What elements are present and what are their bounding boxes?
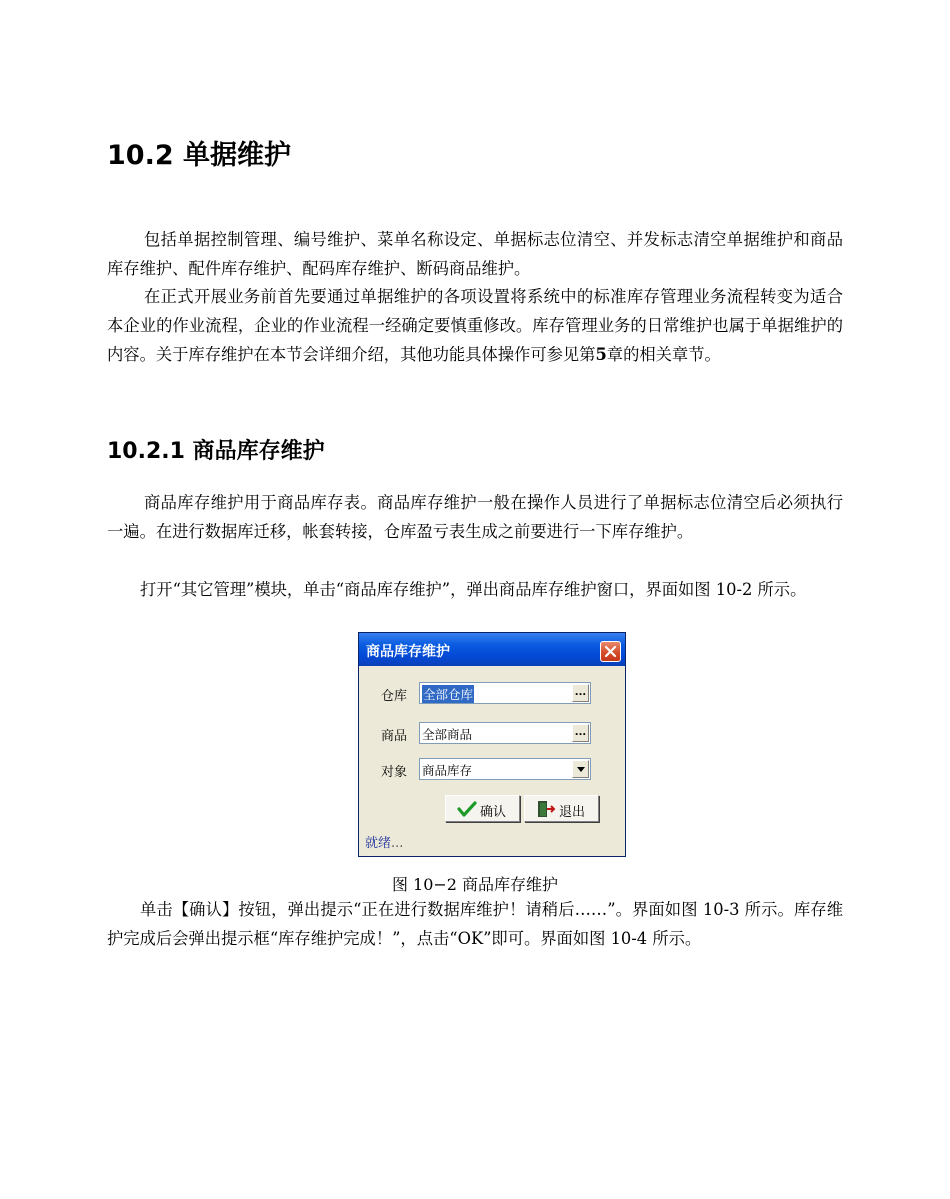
inventory-maintenance-dialog — [358, 632, 626, 857]
warehouse-value: 全部仓库 — [423, 687, 474, 702]
status-text: 就绪 — [365, 836, 392, 851]
warehouse-label: 仓库 — [381, 689, 408, 704]
close-icon — [604, 645, 617, 658]
warehouse-field[interactable] — [419, 682, 591, 704]
object-dropdown-button[interactable] — [572, 760, 589, 778]
exit-door-icon — [536, 800, 556, 818]
status-dots: ... — [391, 836, 404, 851]
dialog-title-bar[interactable] — [359, 633, 625, 666]
dialog-title: 商品库存维护 — [366, 644, 450, 660]
subsection-heading: 10.2.1 商品库存维护 — [107, 439, 325, 464]
intro-paragraph: 包括单据控制管理、编号维护、菜单名称设定、单据标志位清空、并发标志清空单据维护和商品库存维护、配件库存维护、配码库存维护、断码商品维护。 — [107, 230, 843, 278]
close-button[interactable] — [600, 641, 621, 662]
status-bar — [365, 832, 403, 851]
section-heading: 10.2 单据维护 — [107, 140, 292, 171]
checkmark-icon — [457, 800, 477, 818]
object-value: 商品库存 — [422, 763, 473, 778]
workflow-text-end: 章的相关章节。 — [606, 345, 721, 364]
chevron-down-icon — [577, 767, 585, 772]
inventory-paragraph: 商品库存维护用于商品库存表。商品库存维护一般在操作人员进行了单据标志位清空后必须执行一遍。在进行数据库迁移，帐套转接，仓库盈亏表生成之前要进行一下库存维护。 — [107, 493, 843, 541]
goods-value: 全部商品 — [422, 727, 473, 742]
confirm-label: 确认 — [480, 805, 507, 820]
goods-label: 商品 — [381, 729, 408, 744]
object-select[interactable] — [419, 758, 591, 780]
confirm-button[interactable] — [445, 795, 520, 822]
object-label: 对象 — [381, 765, 408, 780]
goods-field[interactable] — [419, 722, 591, 744]
exit-button[interactable] — [524, 795, 599, 822]
workflow-text: 在正式开展业务前首先要通过单据维护的各项设置将系统中的标准库存管理业务流程转变为适合本企业的作业流程，企业的作业流程一经确定要慎重修改。库存管理业务的日常维护也属于单据维护的内容。关于库存维护在本节会详细介绍，其他功能具体操作可参见第 — [107, 287, 843, 364]
exit-label: 退出 — [559, 805, 586, 820]
workflow-paragraph — [107, 282, 843, 369]
warehouse-browse-button[interactable]: ... — [572, 684, 589, 702]
figure-caption: 图 10−2 商品库存维护 — [391, 875, 559, 894]
goods-browse-button[interactable]: ... — [572, 724, 589, 742]
open-module-paragraph: 打开“其它管理”模块，单击“商品库存维护”，弹出商品库存维护窗口，界面如图 10-2 所示。 — [140, 580, 807, 599]
confirm-paragraph: 单击【确认】按钮，弹出提示“正在进行数据库维护！请稍后……”。界面如图 10-3 所示。库存维护完成后会弹出提示框“库存维护完成！”，点击“OK”即可。界面如图 10-4 所示。 — [107, 900, 843, 948]
chapter-number: 5 — [595, 345, 607, 364]
